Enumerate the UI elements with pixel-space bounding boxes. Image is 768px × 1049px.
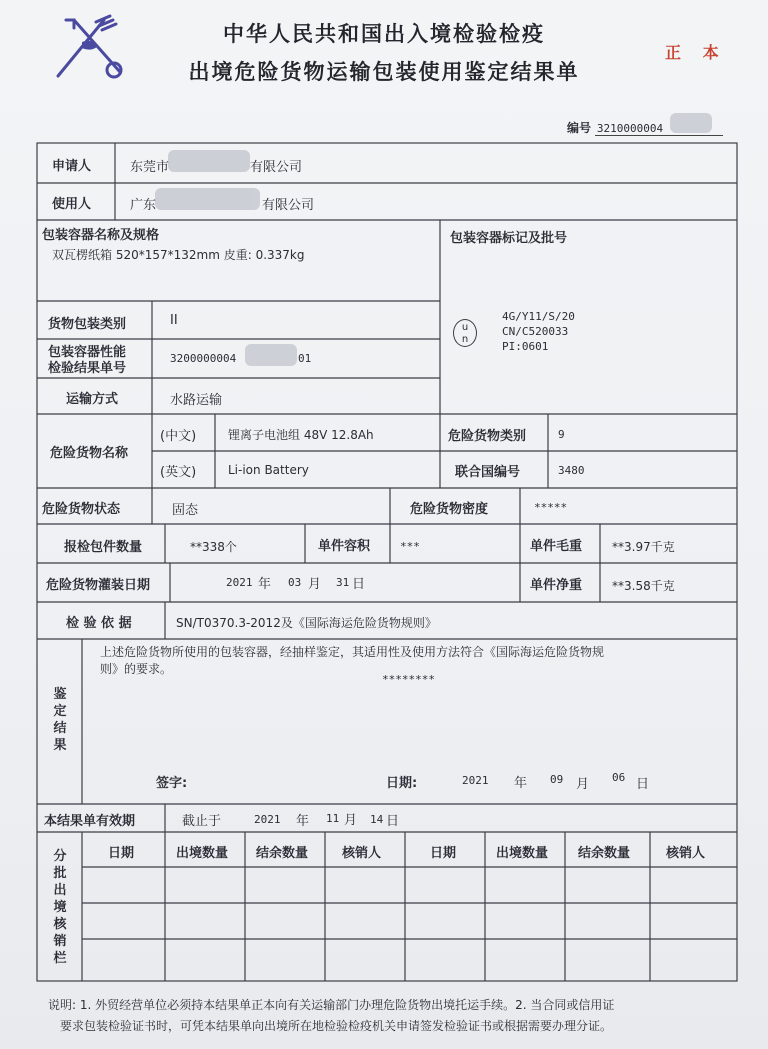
- un-number-label: 联合国编号: [455, 465, 521, 480]
- fill-date-month-unit: 月: [308, 577, 322, 592]
- unit-gross-weight-label: 单件毛重: [530, 539, 583, 554]
- result-date-label: 日期:: [386, 776, 418, 791]
- document-title-line1: 中华人民共和国出入境检验检疫: [223, 22, 545, 46]
- validity-month: 11: [326, 812, 340, 825]
- transport-value: 水路运输: [170, 393, 223, 408]
- result-date-month: 09: [550, 773, 564, 786]
- goods-name-cn-tag: (中文): [160, 429, 197, 444]
- result-text-line2: 则》的要求。: [100, 662, 173, 676]
- writeoff-label-char3: 出: [53, 883, 67, 898]
- fill-date-day-unit: 日: [352, 577, 366, 592]
- writeoff-label-char1: 分: [53, 849, 67, 864]
- container-name-value: 双瓦楞纸箱 520*157*132mm 皮重: 0.337kg: [52, 248, 305, 262]
- unit-volume-value: ***: [400, 540, 420, 553]
- result-label-char1: 鉴: [53, 687, 67, 702]
- performance-no-value-suffix: 01: [298, 352, 312, 365]
- writeoff-col-date-2: 日期: [430, 846, 457, 861]
- inspection-basis-value: SN/T0370.3-2012及《国际海运危险货物规则》: [176, 616, 437, 630]
- un-number-value: 3480: [558, 464, 585, 477]
- user-value-prefix: 广东: [130, 198, 157, 213]
- writeoff-col-export-qty-2: 出境数量: [496, 846, 549, 861]
- transport-label: 运输方式: [66, 392, 119, 407]
- applicant-value-prefix: 东莞市: [130, 160, 170, 175]
- goods-state-label: 危险货物状态: [42, 502, 121, 517]
- user-label: 使用人: [52, 197, 92, 212]
- fill-date-day: 31: [336, 576, 350, 589]
- container-mark-line1: 4G/Y11/S/20: [502, 310, 575, 323]
- writeoff-label-char6: 销: [53, 934, 67, 949]
- signature-label: 签字:: [156, 776, 188, 791]
- container-mark-label: 包装容器标记及批号: [450, 231, 568, 246]
- writeoff-label-char4: 境: [53, 900, 67, 915]
- result-label-char4: 果: [53, 738, 67, 753]
- validity-day-unit: 日: [386, 814, 400, 829]
- performance-no-label-line2: 检验结果单号: [48, 361, 127, 376]
- writeoff-col-balance-qty-1: 结余数量: [256, 846, 309, 861]
- result-date-year-unit: 年: [514, 776, 528, 791]
- goods-name-label: 危险货物名称: [50, 446, 129, 461]
- writeoff-col-export-qty-1: 出境数量: [176, 846, 229, 861]
- applicant-label: 申请人: [52, 159, 92, 174]
- result-date-day-unit: 日: [636, 777, 650, 792]
- goods-state-value: 固态: [172, 503, 199, 518]
- writeoff-col-writeoff-person-1: 核销人: [342, 846, 382, 861]
- result-date-year: 2021: [462, 774, 489, 787]
- document-title-line2: 出境危险货物运输包装使用鉴定结果单: [188, 60, 580, 84]
- fill-date-year: 2021: [226, 576, 253, 589]
- goods-name-cn-value: 锂离子电池组 48V 12.8Ah: [228, 428, 374, 442]
- inspection-basis-label: 检 验 依 据: [66, 616, 132, 631]
- original-copy-mark: 正 本: [665, 43, 727, 62]
- result-date-month-unit: 月: [576, 777, 590, 792]
- fill-date-label: 危险货物灌装日期: [46, 578, 151, 593]
- notes-line2: 要求包装检验证书时，可凭本结果单向出境所在地检验检疫机关申请签发检验证书或根据需要办理分证。: [60, 1019, 613, 1033]
- package-quantity-label: 报检包件数量: [64, 540, 143, 555]
- result-label-char3: 结: [53, 721, 67, 736]
- goods-density-label: 危险货物密度: [410, 502, 489, 517]
- un-symbol-text: u n: [461, 322, 469, 345]
- writeoff-label-char2: 批: [53, 866, 67, 881]
- result-date-day: 06: [612, 771, 626, 784]
- goods-density-value: *****: [534, 501, 568, 514]
- container-mark-line3: PI:0601: [502, 340, 549, 353]
- fill-date-month: 03: [288, 576, 302, 589]
- package-quantity-value: **338个: [190, 540, 237, 554]
- validity-year-unit: 年: [296, 814, 310, 829]
- performance-no-value-prefix: 3200000004: [170, 352, 237, 365]
- writeoff-label-char5: 核: [53, 917, 67, 932]
- serial-value: 3210000004: [595, 122, 723, 136]
- unit-gross-weight-value: **3.97千克: [612, 540, 675, 554]
- goods-class-value: 9: [558, 428, 565, 441]
- result-text-line1: 上述危险货物所使用的包装容器，经抽样鉴定，其适用性及使用方法符合《国际海运危险货物规: [100, 645, 605, 659]
- writeoff-col-writeoff-person-2: 核销人: [666, 846, 706, 861]
- goods-class-label: 危险货物类别: [448, 429, 527, 444]
- packing-category-label: 货物包装类别: [48, 317, 127, 332]
- container-mark-line2: CN/C520033: [502, 325, 569, 338]
- validity-year: 2021: [254, 813, 281, 826]
- user-value-suffix: 有限公司: [262, 198, 315, 213]
- validity-label: 本结果单有效期: [44, 814, 136, 829]
- unit-volume-label: 单件容积: [318, 539, 371, 554]
- goods-name-en-tag: (英文): [160, 465, 197, 480]
- goods-name-en-value: Li-ion Battery: [228, 463, 309, 477]
- un-packaging-symbol-icon: [453, 319, 477, 347]
- applicant-value-suffix: 有限公司: [250, 160, 303, 175]
- performance-no-label-line1: 包装容器性能: [48, 345, 127, 360]
- container-name-label: 包装容器名称及规格: [42, 228, 160, 243]
- result-label-char2: 定: [53, 704, 67, 719]
- fill-date-year-unit: 年: [258, 577, 272, 592]
- writeoff-col-balance-qty-2: 结余数量: [578, 846, 631, 861]
- packing-category-value: II: [170, 313, 178, 328]
- validity-prefix: 截止于: [182, 814, 222, 829]
- writeoff-col-date-1: 日期: [108, 846, 135, 861]
- result-stars: ********: [382, 673, 435, 686]
- serial-label: 编号: [567, 121, 592, 135]
- validity-day: 14: [370, 813, 384, 826]
- unit-net-weight-value: **3.58千克: [612, 579, 675, 593]
- notes-line1: 说明: 1. 外贸经营单位必须持本结果单正本向有关运输部门办理危险货物出境托运手续。2. 当合同或信用证: [48, 998, 615, 1012]
- writeoff-label-char7: 栏: [53, 951, 67, 966]
- unit-net-weight-label: 单件净重: [530, 578, 583, 593]
- validity-month-unit: 月: [344, 813, 358, 828]
